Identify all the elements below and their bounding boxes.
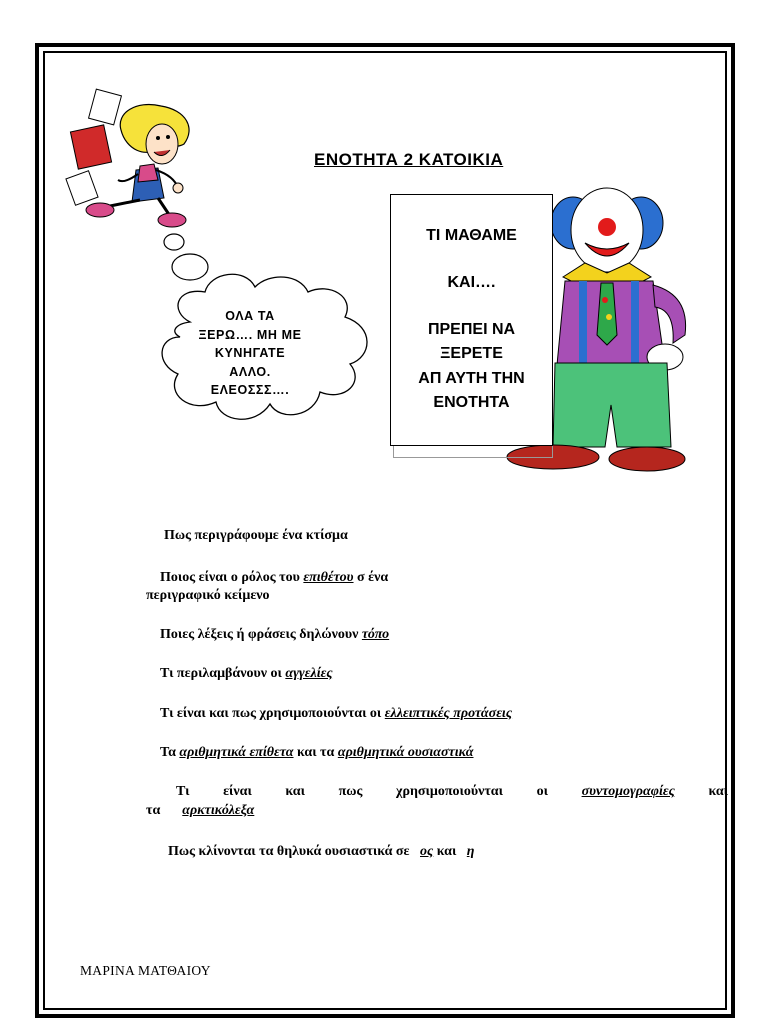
keyword: ος (420, 844, 434, 859)
question-item (160, 706, 512, 722)
question-text: Πως περιγράφουμε ένα κτίσμα (164, 528, 348, 543)
question-text: περιγραφικό κείμενο (146, 588, 270, 603)
keyword: επιθέτου (303, 570, 354, 585)
keyword: αρκτικόλεξα (182, 803, 255, 818)
cloud-line: ΚΥΝΗΓΑΤΕ (214, 346, 286, 360)
cloud-line: ΟΛΑ ΤΑ (225, 309, 275, 323)
sign-line: ΑΠ ΑΥΤΗ ΤΗΝ (418, 370, 525, 387)
page-title: ΕΝΟΤΗΤΑ 2 ΚΑΤΟΙΚΙΑ (314, 150, 504, 169)
keyword: συντομογραφίες (581, 784, 675, 799)
keyword: αριθμητικά ουσιαστικά (337, 745, 474, 760)
question-word: χρησιμοποιούνται (396, 784, 503, 799)
question-word: και (285, 784, 305, 799)
question-item (160, 745, 474, 761)
question-word: πως (338, 784, 363, 799)
cloud-line: ΑΛΛΟ. (229, 364, 271, 379)
question-item (176, 784, 728, 800)
question-item (168, 844, 474, 860)
question-word: τα (146, 803, 161, 818)
sign-line: ΞΕΡΕΤΕ (440, 345, 503, 362)
question-text: Ποιος είναι ο ρόλος του (160, 570, 304, 585)
question-item (160, 627, 389, 643)
question-item (160, 570, 388, 586)
girl-illustration (66, 88, 206, 238)
question-text: Τα (160, 745, 180, 760)
question-word: είναι (223, 784, 252, 799)
keyword: ελλειπτικές προτάσεις (384, 706, 513, 721)
question-text: Πως κλίνονται τα θηλυκά ουσιαστικά σε (168, 844, 421, 859)
sign-line: ΠΡΕΠΕΙ ΝΑ (427, 321, 516, 338)
author-name: ΜΑΡΙΝΑ ΜΑΤΘΑΙΟΥ (80, 963, 211, 978)
question-text: και τα (293, 745, 338, 760)
cloud-line: ΞΕΡΩ…. ΜΗ ΜΕ (198, 327, 302, 342)
keyword: αγγελίες (285, 666, 333, 681)
question-item (164, 528, 348, 544)
question-word: και (708, 784, 728, 799)
keyword: η (466, 844, 475, 859)
question-item-continued (146, 803, 254, 819)
keyword: τόπο (361, 627, 390, 642)
cloud-line: ΕΛΕΟΣΣΣ…. (210, 383, 290, 397)
question-text: και (433, 844, 467, 859)
question-text: Τι περιλαμβάνουν οι (160, 666, 286, 681)
question-text: Ποιες λέξεις ή φράσεις δηλώνουν (160, 627, 362, 642)
cloud-text (180, 307, 320, 400)
question-item-continued (146, 588, 270, 604)
question-item (160, 666, 333, 682)
sign-board (390, 194, 553, 446)
sign-line: ΚΑΙ…. (447, 274, 496, 291)
sign-line: ΤΙ ΜΑΘΑΜΕ (426, 227, 517, 244)
question-word: οι (536, 784, 548, 799)
question-text: Τι είναι και πως χρησιμοποιούνται οι (160, 706, 385, 721)
sign-line: ΕΝΟΤΗΤΑ (433, 394, 510, 411)
question-word: Τι (176, 784, 190, 799)
sign-shadow (393, 446, 553, 458)
keyword: αριθμητικά επίθετα (179, 745, 294, 760)
question-text: σ ένα (353, 570, 389, 585)
